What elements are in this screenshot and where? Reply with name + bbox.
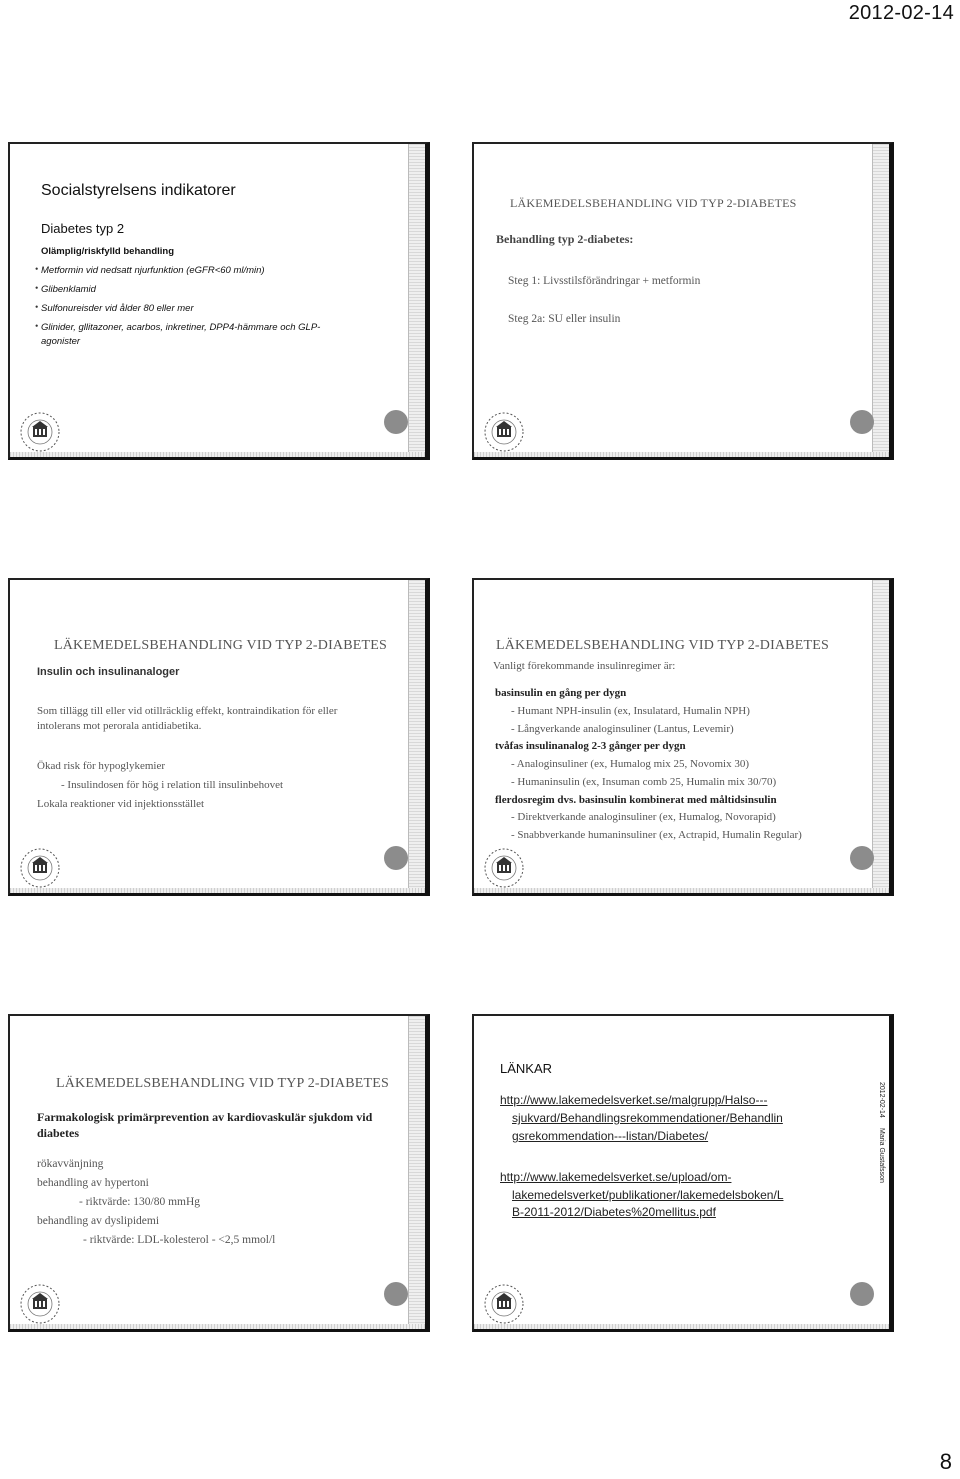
link-1-line-3[interactable]: gsrekommendation---listan/Diabetes/ [512,1129,709,1143]
slide-4 [472,578,894,896]
regime-line: - Långverkande analoginsuliner (Lantus, Levemir) [511,723,734,735]
slide-heading: Farmakologisk primärprevention av kardiovaskulär sjukdom vid [37,1110,373,1124]
list-item: Sulfonureisder vid ålder 80 eller mer [41,303,194,314]
list-item: Metformin vid nedsatt njurfunktion (eGFR<60 ml/min) [41,265,265,276]
list-item: agonister [41,336,81,347]
slide-heading: diabetes [37,1126,79,1140]
slide-dot-icon [850,410,874,434]
slide-1: Socialstyrelsens indikatorer Diabetes typ 2 Olämplig/riskfylld behandling Metformin vid nedsatt njurfunktion (eGFR<60 ml/min) Glibenklamid Sulfonureisder vid ålder 80 eller mer Glinider, gllitazoner, acarbos, inkretiner, DPP4-hämmare och GLP- agonister • • • • [8,142,430,460]
slide-paragraph: intolerans mot perorala antidiabetika. [37,720,202,732]
university-logo-icon [482,1282,526,1326]
slide-title: LÄKEMEDELSBEHANDLING VID TYP 2-DIABETES [496,638,830,653]
university-logo-icon [18,846,62,890]
slide-dot-icon [384,410,408,434]
slide-line: behandling av dyslipidemi [37,1215,160,1227]
slide-line: Steg 1: Livsstilsförändringar + metformin [508,275,701,287]
university-logo-icon [18,410,62,454]
slide-line: Steg 2a: SU eller insulin [508,313,621,325]
slide-title: Socialstyrelsens indikatorer [41,182,236,199]
regime-line: - Direktverkande analoginsuliner (ex, Humalog, Novorapid) [511,811,776,823]
slide-subtitle: Diabetes typ 2 [41,221,125,236]
slide-5 [8,1014,430,1332]
slide-dot-icon [850,846,874,870]
slide-intro: Vanligt förekommande insulinregimer är: [493,660,676,672]
slide-dot-icon [384,846,408,870]
slide-line: - riktvärde: LDL-kolesterol - <2,5 mmol/l [83,1234,276,1246]
slide-title: LÄKEMEDELSBEHANDLING VID TYP 2-DIABETES [56,1076,390,1091]
slide-line: - Insulindosen för hög i relation till insulinbehovet [61,779,284,791]
link-2-line-2[interactable]: lakemedelsverket/publikationer/lakemedelsboken/L [512,1188,784,1202]
regime-line: - Snabbverkande humaninsuliner (ex, Actrapid, Humalin Regular) [511,829,802,841]
slide-heading: Insulin och insulinanaloger [37,666,180,678]
slide-paragraph: Som tillägg till eller vid otillräcklig effekt, kontraindikation för eller [37,705,338,717]
list-item: Glinider, gllitazoner, acarbos, inkretiner, DPP4-hämmare och GLP- [41,322,321,333]
regime-line: - Analoginsuliner (ex, Humalog mix 25, Novomix 30) [511,758,749,770]
slide-line: Lokala reaktioner vid injektionsstället [37,798,205,810]
list-item: Glibenklamid [41,284,96,295]
page-date: 2012-02-14 [848,2,954,24]
link-1-line-2[interactable]: sjukvard/Behandlingsrekommendationer/Behandlin [512,1111,783,1125]
slide-title: LÄKEMEDELSBEHANDLING VID TYP 2-DIABETES [54,638,388,653]
slide-line: rökavvänjning [37,1158,104,1170]
slide-6 [472,1014,894,1332]
slide-line: Ökad risk för hypoglykemier [37,760,165,772]
university-logo-icon [482,846,526,890]
side-author: Maria Gustafsson [878,1128,885,1183]
slide-title: LÄNKAR [500,1061,553,1076]
link-1-line-1[interactable]: http://www.lakemedelsverket.se/malgrupp/Halso--- [500,1093,768,1107]
regime-line: - Humaninsulin (ex, Insuman comb 25, Humalin mix 30/70) [511,776,777,788]
link-2-line-1[interactable]: http://www.lakemedelsverket.se/upload/om- [500,1170,732,1184]
slide-dot-icon [850,1282,874,1306]
slide-2 [472,142,894,460]
university-logo-icon [18,1282,62,1326]
slide-heading: Behandling typ 2-diabetes: [496,232,634,246]
regime-heading: basinsulin en gång per dygn [495,687,627,699]
side-date: 2012-02-14 [878,1082,885,1118]
slide-line: - riktvärde: 130/80 mmHg [79,1196,201,1208]
regime-heading: tvåfas insulinanalog 2-3 gånger per dygn [495,740,686,752]
regime-line: - Humant NPH-insulin (ex, Insulatard, Humalin NPH) [511,705,750,717]
slide-title: LÄKEMEDELSBEHANDLING VID TYP 2-DIABETES [510,196,797,210]
slide-label: Olämplig/riskfylld behandling [41,246,175,257]
page-number: 8 [939,1449,952,1474]
slide-dot-icon [384,1282,408,1306]
slide-line: behandling av hypertoni [37,1177,149,1189]
link-2-line-3[interactable]: B-2011-2012/Diabetes%20mellitus.pdf [512,1205,716,1219]
regime-heading: flerdosregim dvs. basinsulin kombinerat med måltidsinsulin [495,794,777,806]
university-logo-icon [482,410,526,454]
slide-3 [8,578,430,896]
